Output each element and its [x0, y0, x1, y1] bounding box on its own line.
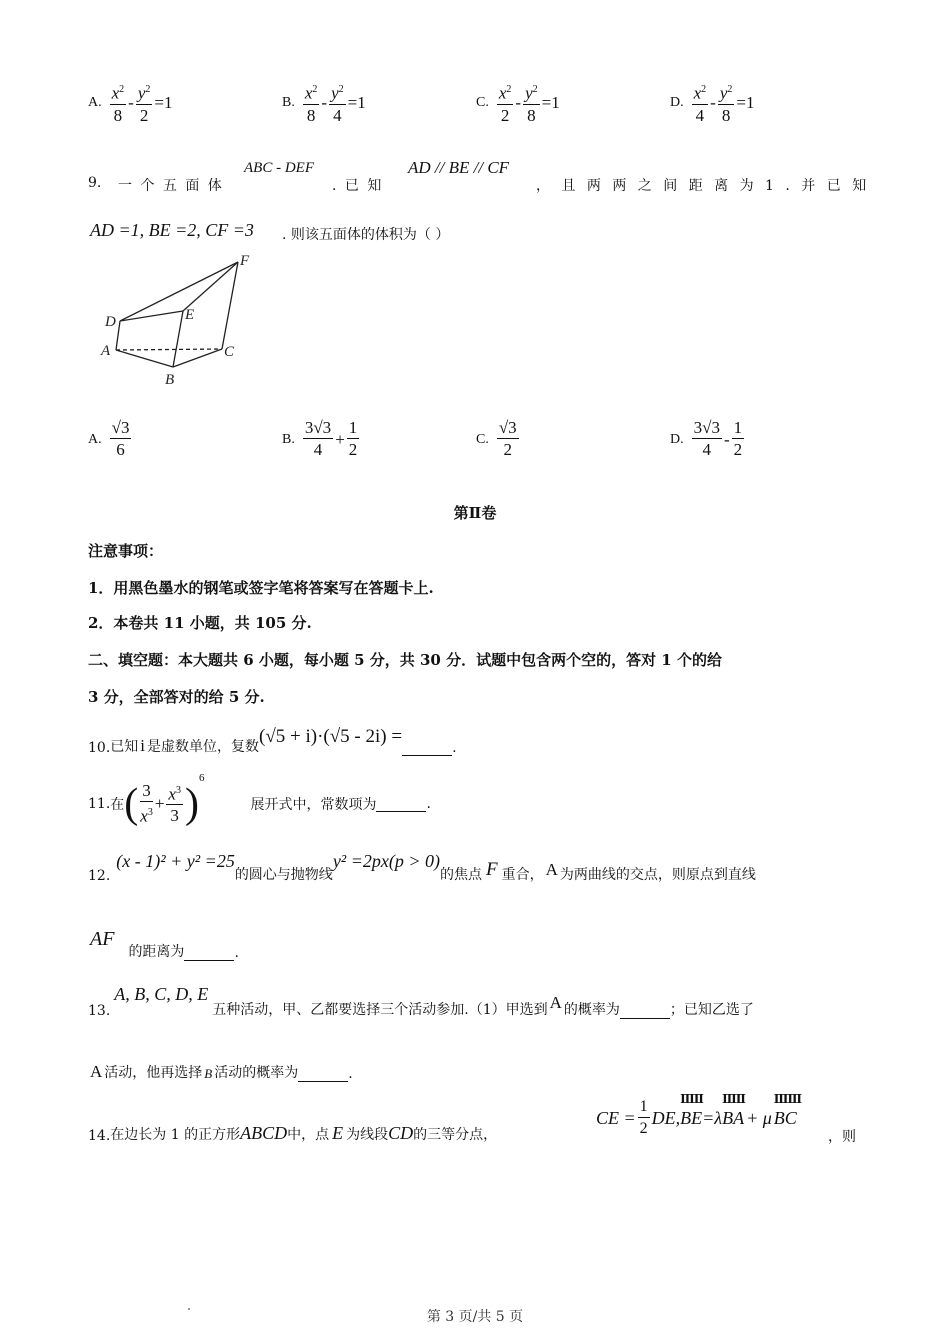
- line-AF: AF: [90, 928, 115, 950]
- imaginary-unit: i: [140, 736, 145, 755]
- q14-text: 中，点: [287, 1127, 330, 1143]
- question-14: [88, 1123, 497, 1144]
- q11-text: 在: [110, 797, 125, 813]
- q14-number: 14.: [88, 1128, 111, 1144]
- option-label: A.: [88, 95, 102, 111]
- q14-text: 为线段: [346, 1127, 389, 1143]
- option-label: D.: [670, 431, 684, 447]
- question-11: 11. 在 ( $\frac{3}{x^3}$ + $\frac{x^3}{3}$ ) 6 展开式中，常数项为 .: [88, 772, 431, 827]
- q12-text: 的距离为: [128, 944, 185, 960]
- answer-blank[interactable]: [184, 946, 234, 961]
- point-A: A: [545, 860, 558, 879]
- option-label: B.: [282, 431, 295, 447]
- q9-option-d: D. $\frac{3√3}{4}$ - $\frac{1}{2}$: [670, 418, 743, 459]
- q12-text: 的圆心与抛物线: [234, 867, 333, 883]
- q8-option-a: A. $\frac{x^2}{8}$ - $\frac{y^2}{2}$ =1: [88, 80, 172, 127]
- q12-text: 的焦点: [439, 867, 482, 883]
- speck-mark: [188, 1308, 190, 1310]
- circle-equation: (x - 1)² + y² =25: [116, 851, 235, 871]
- q13-text: 的概率为: [563, 1002, 620, 1018]
- segment-CD: CD: [388, 1123, 414, 1143]
- answer-blank[interactable]: [402, 741, 452, 756]
- q13-text: ；已知乙选了: [669, 1002, 754, 1018]
- q9-text-1: 一 个 五 面 体: [118, 178, 224, 194]
- q8-option-d: D. $\frac{x^2}{4}$ - $\frac{y^2}{8}$ =1: [670, 80, 754, 127]
- label-C: C: [224, 344, 235, 360]
- q9-given: AD =1, BE =2, CF =3: [90, 220, 254, 240]
- q13-text: 活动的概率为: [214, 1065, 299, 1081]
- notice-heading: 注意事项：: [88, 542, 164, 560]
- option-label: A.: [88, 431, 102, 447]
- question-12-cont: [90, 928, 239, 961]
- label-F: F: [240, 253, 250, 269]
- label-D: D: [105, 314, 116, 330]
- parabola-equation: y² =2px(p > 0): [332, 851, 440, 871]
- question-13: [88, 984, 754, 1019]
- q13-text: 活动，他再选择: [104, 1065, 203, 1081]
- q13-text: 五种活动，甲、乙都要选择三个活动参加.（1）甲选到: [212, 1002, 548, 1018]
- page-number: 第 3 页/共 5 页: [426, 1309, 524, 1325]
- q9-option-b: B. $\frac{3√3}{4}$ + $\frac{1}{2}$: [282, 418, 358, 459]
- q14-vector-equation: CE = $\frac{1}{2}$ DE, ⅢⅡ BE =λ ⅢⅡ BA + μ ⅢⅢ BC: [596, 1092, 802, 1137]
- q14-text-end: ，则: [828, 1129, 856, 1145]
- fill-section-heading: 二、填空题：本大题共 6 小题，每小题 5 分，共 30 分．试题中包含两个空的，答对 1 个的给: [88, 651, 722, 669]
- q12-text: 重合，: [501, 867, 544, 883]
- q9-text-4: . 则该五面体的体积为（ ）: [282, 227, 450, 243]
- answer-blank[interactable]: [376, 797, 426, 812]
- q12-end: .: [234, 945, 239, 961]
- notice-item-2: 2．本卷共 11 小题，共 105 分.: [88, 614, 312, 632]
- fill-section-heading-2: 3 分，全部答对的给 5 分.: [88, 688, 265, 706]
- vector-BC: ⅢⅢ BC: [773, 1092, 802, 1128]
- q11-text: 展开式中，常数项为: [250, 797, 377, 813]
- activity-A: A: [90, 1062, 103, 1081]
- q9-option-c: C. $\frac{√3}{2}$: [476, 418, 517, 459]
- vector-BE: ⅢⅡ BE: [680, 1092, 703, 1128]
- answer-blank-1[interactable]: [620, 1004, 670, 1019]
- q9-text-3: ， 且 两 两 之 间 距 离 为 1 . 并 已 知: [536, 178, 870, 194]
- q12-text: 为两曲线的交点，则原点到直线: [559, 867, 756, 883]
- equation-part: =λ: [702, 1108, 723, 1128]
- point-E: E: [332, 1123, 344, 1143]
- question-10: [88, 726, 457, 756]
- answer-blank-2[interactable]: [298, 1067, 348, 1082]
- q9-solid: ABC - DEF: [244, 160, 314, 176]
- section-title: 第Ⅱ卷: [453, 504, 497, 522]
- label-E: E: [185, 307, 195, 323]
- activity-set: A, B, C, D, E: [114, 984, 209, 1004]
- pentahedron-figure: [90, 245, 270, 395]
- q13-end: .: [348, 1066, 353, 1082]
- equation-part: DE,: [651, 1108, 681, 1128]
- q11-number: 11.: [88, 796, 111, 812]
- q11-end: .: [426, 796, 431, 812]
- q13-number: 13.: [88, 1003, 111, 1019]
- q14-text: 的三等分点，: [413, 1127, 498, 1143]
- question-12: [88, 851, 756, 884]
- activity-B: B: [204, 1066, 213, 1081]
- q14-text: 在边长为 1 的正方形: [110, 1127, 241, 1143]
- activity-A: A: [549, 993, 562, 1012]
- q10-expression: (√5 + i)·(√5 - 2i) =: [259, 726, 403, 747]
- square-ABCD: ABCD: [240, 1123, 288, 1143]
- q10-end: .: [452, 740, 457, 756]
- notice-item-1: 1．用黑色墨水的钢笔或签字笔将答案写在答题卡上.: [88, 579, 434, 597]
- exponent: 6: [198, 772, 205, 784]
- label-A: A: [101, 343, 111, 359]
- q10-number: 10.: [88, 740, 111, 756]
- question-13-cont: [90, 1062, 353, 1082]
- option-label: D.: [670, 95, 684, 111]
- point-F: F: [485, 859, 498, 880]
- option-label: C.: [476, 95, 489, 111]
- q8-option-c: C. $\frac{x^2}{2}$ - $\frac{y^2}{8}$ =1: [476, 80, 560, 127]
- q9-number: 9.: [88, 175, 102, 191]
- q12-number: 12.: [88, 868, 111, 884]
- q10-text: 已知: [110, 739, 139, 755]
- equation-part: CE =: [596, 1108, 636, 1128]
- option-label: B.: [282, 95, 295, 111]
- q9-text-2: . 已 知: [332, 178, 384, 194]
- vector-BA: ⅢⅡ BA: [722, 1092, 745, 1128]
- q9-option-a: A. $\frac{√3}{6}$: [88, 418, 130, 459]
- q8-option-b: B. $\frac{x^2}{8}$ - $\frac{y^2}{4}$ =1: [282, 80, 366, 127]
- equation-part: + μ: [746, 1108, 772, 1128]
- q10-text: 是虚数单位，复数: [147, 739, 259, 755]
- label-B: B: [165, 372, 175, 388]
- q9-parallel: AD // BE // CF: [408, 158, 510, 177]
- option-label: C.: [476, 431, 489, 447]
